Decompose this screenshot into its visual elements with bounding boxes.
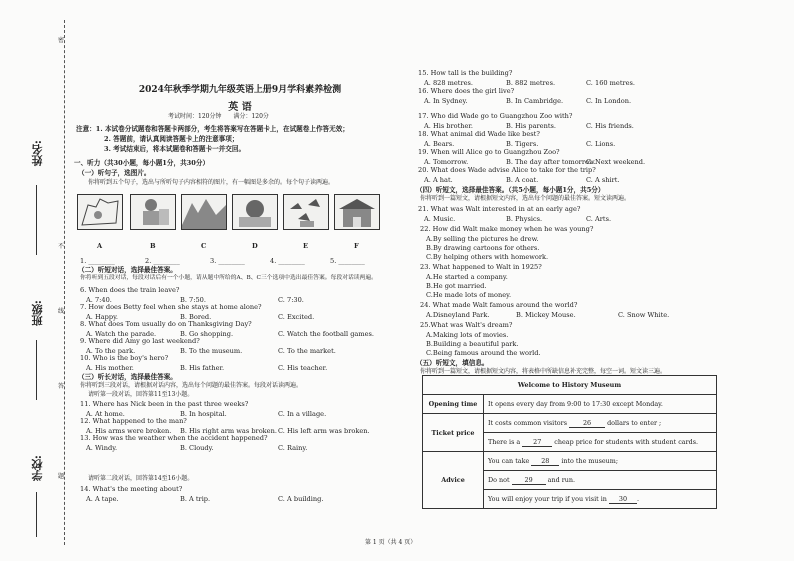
question: 13. How was the weather when the accident happened? [80, 434, 268, 442]
option[interactable]: B. Bored. [180, 313, 212, 321]
question: 23. What happened to Walt in 1925? [420, 263, 542, 271]
seal-char: 不 [58, 240, 64, 251]
section-instruction: 你将听到五段对话，每段对话后有一个小题，请从题中所给的A、B、C三个选项中选出最佳答案。每段对话读两遍。 [80, 275, 377, 281]
option[interactable]: A. Watch the parade. [86, 330, 157, 338]
seal-char: 线 [58, 305, 64, 316]
option[interactable]: B.He got married. [426, 282, 487, 290]
fill-blank[interactable]: 28 [531, 457, 559, 466]
pic-letter: B [150, 242, 156, 250]
option[interactable]: B.Building a beautiful park. [426, 340, 519, 348]
option[interactable]: A. His arms were broken. [86, 427, 172, 435]
option[interactable]: B. His parents. [506, 122, 556, 130]
row-label: Ticket price [423, 414, 484, 452]
note-line: 2. 答题前，请认真阅读答题卡上的注意事项； [104, 135, 239, 143]
option[interactable]: A. Tomorrow. [424, 158, 469, 166]
answer-blank[interactable]: 4. ________ [270, 257, 305, 265]
option[interactable]: A. In Sydney. [424, 97, 468, 105]
fill-blank[interactable]: 30 [609, 495, 637, 504]
section-instruction: 你将听到五个句子，选出与所听句子内容相符的图片，有一幅图是多余的。每个句子读两遍。 [88, 179, 335, 186]
option[interactable]: C. Excited. [278, 313, 315, 321]
question: 9. Where did Amy go last weekend? [80, 337, 200, 345]
option[interactable]: C. His teacher. [278, 364, 328, 372]
picture-b [130, 194, 176, 230]
option[interactable]: A. Windy. [86, 444, 118, 452]
option[interactable]: C. A shirt. [586, 176, 620, 184]
page-footer: 第 1 页（共 4 页） [365, 539, 417, 546]
section-instruction: 你将听到一篇短文，请根据短文内容，选出每个问题的最佳答案。短文读两遍。 [420, 195, 631, 202]
option[interactable]: B. His father. [180, 364, 225, 372]
option[interactable]: B. Mickey Mouse. [516, 311, 576, 319]
subject-title: 英 语 [228, 102, 252, 113]
option[interactable]: C.He made lots of money. [426, 291, 512, 299]
option[interactable]: B.By drawing cartoons for others. [426, 244, 540, 252]
option[interactable]: C. Watch the football games. [278, 330, 374, 338]
option[interactable]: B. 882 metres. [506, 79, 556, 87]
option[interactable]: B. A trip. [180, 495, 211, 503]
option[interactable]: C. 7:30. [278, 296, 304, 304]
note-line: 注意：1. 本试卷分试题卷和答题卡两部分，考生将答案写在答题卡上，在试题卷上作答无效； [76, 125, 349, 133]
option[interactable]: C. A building. [278, 495, 324, 503]
table-cell: It opens every day from 9:00 to 17:30 except Monday. [484, 395, 717, 414]
seal-char: 题 [58, 470, 64, 481]
class-field-line[interactable] [36, 340, 37, 400]
option[interactable]: A. 828 metres. [424, 79, 473, 87]
row-label: Opening time [423, 395, 484, 414]
option[interactable]: C. Lions. [586, 140, 616, 148]
option[interactable]: C. His friends. [586, 122, 634, 130]
option[interactable]: B. In Cambridge. [506, 97, 564, 105]
question: 11. Where has Nick been in the past three weeks? [80, 400, 249, 408]
binding-margin [0, 0, 70, 561]
fill-blank[interactable]: 29 [512, 476, 546, 485]
option[interactable]: C.By helping others with homework. [426, 253, 549, 261]
option[interactable]: B. Physics. [506, 215, 543, 223]
school-label: 学校: [31, 455, 44, 482]
option[interactable]: C. In a village. [278, 410, 327, 418]
question: 8. What does Tom usually do on Thanksgiving Day? [80, 320, 252, 328]
option[interactable]: A. At home. [86, 410, 125, 418]
seal-char: 密 [58, 34, 64, 45]
picture-f [334, 194, 380, 230]
seal-dashed-line [64, 20, 65, 545]
option[interactable]: C.Being famous around the world. [426, 349, 541, 357]
question: 24. What made Walt famous around the world? [420, 301, 578, 309]
seal-char: 答 [58, 380, 64, 391]
section-heading: （四）听短文，选择最佳答案。（共5小题，每小题1分，共5分） [416, 186, 605, 194]
name-field-line[interactable] [36, 185, 37, 255]
question: 18. What animal did Wade like best? [418, 130, 540, 138]
fill-blank[interactable]: 27 [522, 438, 552, 447]
note-line: 3. 考试结束后，将本试题卷和答题卡一并交回。 [104, 145, 246, 153]
option[interactable]: B. The day after tomorrow. [506, 158, 596, 166]
picture-c [181, 194, 227, 230]
section-instruction: 请听第二段对话，回答第14至16小题。 [88, 475, 194, 482]
option[interactable]: A. Happy. [86, 313, 119, 321]
question: 14. What's the meeting about? [80, 485, 183, 493]
question: 12. What happened to the man? [80, 417, 187, 425]
part-heading: 一、听力（共30小题，每小题1分，共30分） [74, 159, 210, 167]
fill-blank[interactable]: 26 [569, 419, 605, 428]
option[interactable]: B. Tigers. [506, 140, 539, 148]
table-cell: There is a 27 cheap price for students with student cards. [484, 433, 717, 452]
section-instruction: 你将听到一篇短文，请根据短文内容，将表格中所缺信息补充完整，每空一词。短文读三遍。 [420, 368, 667, 375]
museum-info-table [422, 375, 717, 509]
option[interactable]: A. His brother. [424, 122, 473, 130]
question: 10. Who is the boy's hero? [80, 354, 169, 362]
option[interactable]: A.Disneyland Park. [426, 311, 490, 319]
question: 6. When does the train leave? [80, 286, 180, 294]
option[interactable]: C. 160 metres. [586, 79, 636, 87]
option[interactable]: C. Rainy. [278, 444, 308, 452]
table-cell: Do not 29 and run. [484, 471, 717, 490]
option[interactable]: A.Making lots of movies. [426, 331, 509, 339]
answer-blank[interactable]: 3. ________ [210, 257, 245, 265]
pic-letter: A [97, 242, 103, 250]
table-title: Welcome to History Museum [423, 376, 717, 395]
answer-blank[interactable]: 2. ________ [145, 257, 180, 265]
question: 21. What was Walt interested in at an early age? [418, 205, 581, 213]
section-instruction: 请听第一段对话，回答第11至13小题。 [88, 391, 194, 398]
option[interactable]: B. A coat. [506, 176, 539, 184]
option[interactable]: A. Music. [424, 215, 456, 223]
option[interactable]: C. To the market. [278, 347, 336, 355]
option[interactable]: C. In London. [586, 97, 632, 105]
question: 20. What does Wade advise Alice to take for the trip? [418, 166, 596, 174]
row-label: Advice [423, 452, 484, 509]
option[interactable]: A. Bears. [424, 140, 455, 148]
question: 19. When will Alice go to Guangzhou Zoo? [418, 148, 560, 156]
section-heading: （三）听长对话，选择最佳答案。 [78, 373, 177, 381]
table-cell: It costs common visitors 26 dollars to enter ; [484, 414, 717, 433]
option[interactable]: C. His left arm was broken. [278, 427, 370, 435]
picture-e [283, 194, 329, 230]
question: 22. How did Walt make money when he was young? [420, 225, 594, 233]
option[interactable]: A. His mother. [86, 364, 134, 372]
picture-a [77, 194, 123, 230]
question: 15. How tall is the building? [418, 69, 513, 77]
section-heading: （五）听短文，填信息。 [416, 359, 489, 367]
section-heading: （一）听句子，选图片。 [78, 169, 151, 177]
option[interactable]: B. 7:50. [180, 296, 206, 304]
class-label: 班级: [31, 300, 44, 327]
option[interactable]: B. His right arm was broken. [180, 427, 277, 435]
option[interactable]: A.By selling the pictures he drew. [426, 235, 539, 243]
table-cell: You will enjoy your trip if you visit in 30 . [484, 490, 717, 509]
exam-title: 2024年秋季学期九年级英语上册9月学科素养检测 [138, 85, 342, 95]
picture-d [232, 194, 278, 230]
option[interactable]: B. In hospital. [180, 410, 227, 418]
option[interactable]: B. To the museum. [180, 347, 243, 355]
question: 25.What was Walt's dream? [420, 321, 513, 329]
option[interactable]: C. Arts. [586, 215, 612, 223]
question: 17. Who did Wade go to Guangzhou Zoo with? [418, 112, 573, 120]
option[interactable]: C. Snow White. [618, 311, 670, 319]
option[interactable]: A. 7:40. [86, 296, 112, 304]
option[interactable]: B. Go shopping. [180, 330, 234, 338]
table-cell: You can take 28 into the museum; [484, 452, 717, 471]
answer-blank[interactable]: 5. ________ [330, 257, 365, 265]
option[interactable]: A. A tape. [86, 495, 119, 503]
question: 7. How does Betty feel when she stays at home alone? [80, 303, 262, 311]
pic-letter: D [252, 242, 258, 250]
option[interactable]: B. Cloudy. [180, 444, 214, 452]
question: 16. Where does the girl live? [418, 87, 515, 95]
exam-info: 考试时间：120分钟 满分：120分 [168, 113, 269, 120]
pic-letter: C [201, 242, 207, 250]
option[interactable]: A. To the park. [86, 347, 136, 355]
section-instruction: 你将听到三段对话，请根据对话内容，选出每个问题的最佳答案。每段对话读两遍。 [80, 382, 303, 389]
pic-letter: F [354, 242, 359, 250]
option[interactable]: C. Next weekend. [586, 158, 646, 166]
option[interactable]: A.He started a company. [426, 273, 508, 281]
section-heading: （二）听短对话，选择最佳答案。 [78, 266, 177, 274]
answer-blank[interactable]: 1. ________ [80, 257, 115, 265]
school-field-line[interactable] [36, 492, 37, 537]
pic-letter: E [303, 242, 309, 250]
option[interactable]: A. A hat. [424, 176, 453, 184]
name-label: 姓名: [31, 140, 44, 167]
